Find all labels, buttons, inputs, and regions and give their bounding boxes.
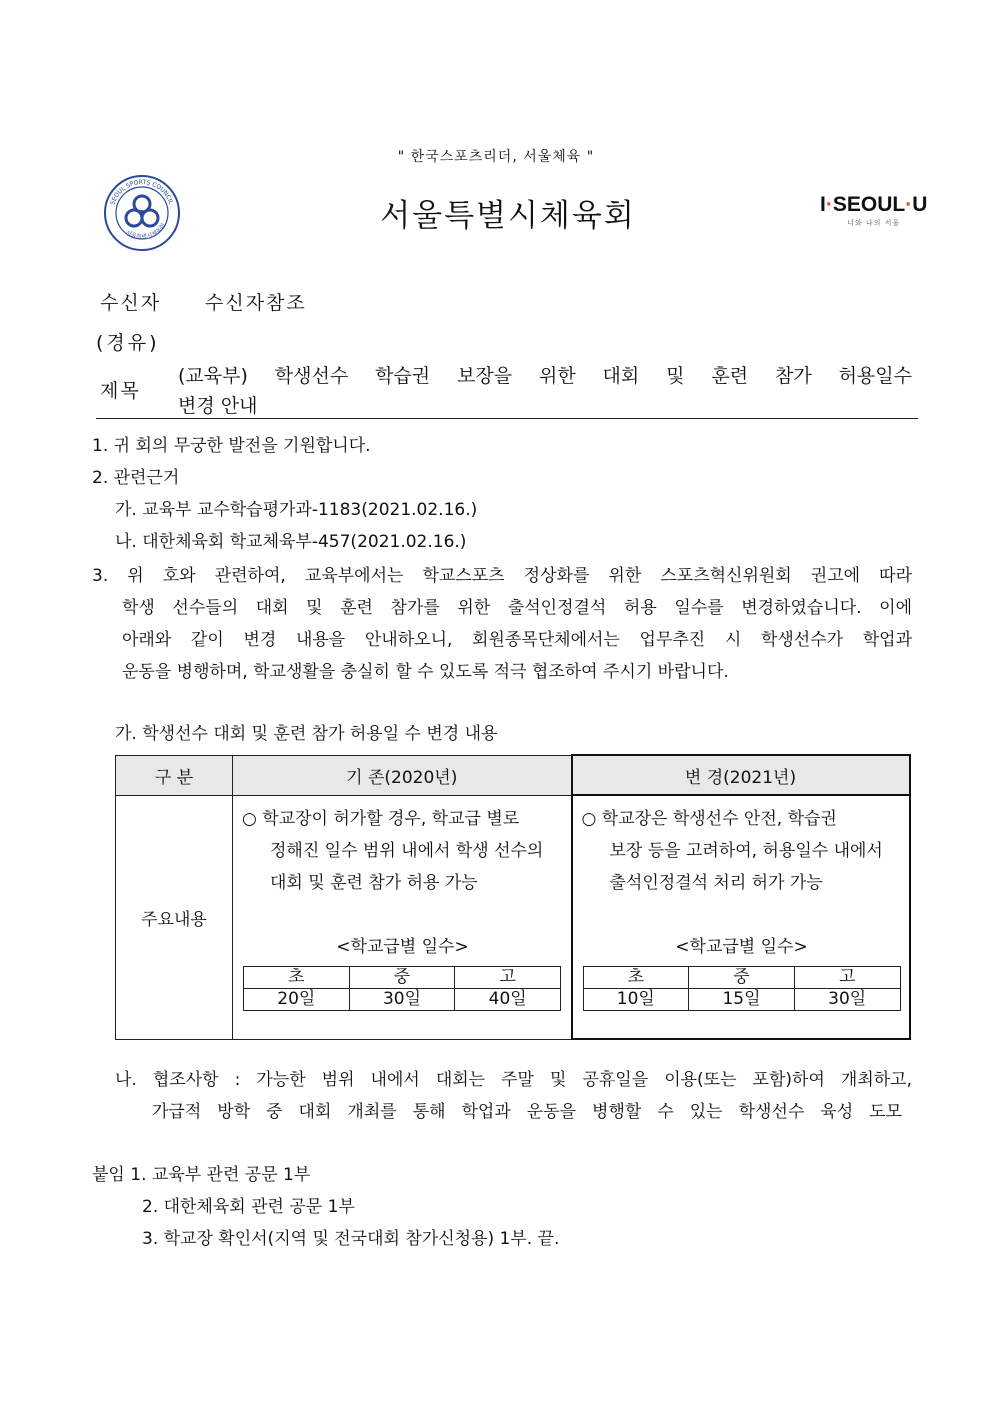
paragraph-2: 2. 관련근거	[92, 468, 180, 488]
reference-ga: 가. 교육부 교수학습평가과-1183(2021.02.16.)	[115, 500, 478, 520]
before-days-table	[243, 966, 561, 1011]
after-level-high: 고	[794, 967, 900, 989]
before-level-elementary: 초	[244, 966, 350, 988]
before-level-high: 고	[455, 966, 561, 988]
before-text-2: 정해진 일수 범위 내에서 학생 선수의	[270, 840, 544, 861]
recipient-label: 수신자	[100, 292, 162, 314]
before-level-middle: 중	[349, 966, 455, 988]
section-ga-title: 가. 학생선수 대회 및 훈련 참가 허용일 수 변경 내용	[115, 724, 498, 744]
after-days-elementary: 10일	[583, 989, 689, 1011]
svg-text:SEOUL SPORTS COUNCIL: SEOUL SPORTS COUNCIL	[109, 178, 175, 206]
header-category: 구 분	[116, 755, 233, 795]
after-days-high: 30일	[794, 989, 900, 1011]
paragraph-3-line-4: 운동을 병행하며, 학교생활을 충실히 할 수 있도록 적극 협조하여 주시기 바랍니다.	[122, 662, 729, 682]
reference-na: 나. 대한체육회 학교체육부-457(2021.02.16.)	[115, 532, 467, 552]
comparison-table	[115, 754, 911, 1040]
before-days-high: 40일	[455, 988, 561, 1010]
paragraph-3-line-3: 아래와 같이 변경 내용을 안내하오니, 회원종목단체에서는 업무추진 시 학생선수가 학업과	[122, 630, 912, 650]
before-days-middle: 30일	[349, 988, 455, 1010]
subject-label: 제목	[100, 380, 141, 402]
after-subtitle: <학교급별 일수>	[675, 937, 808, 957]
via-label: (경유)	[96, 332, 160, 354]
row-label: 주요내용	[116, 795, 233, 1039]
before-text-1: ○ 학교장이 허가할 경우, 학교급 별로	[242, 808, 520, 829]
paragraph-3-line-2: 학생 선수들의 대회 및 훈련 참가를 위한 출석인정결석 허용 일수를 변경하였습니다. 이에	[122, 598, 912, 618]
attachment-3: 3. 학교장 확인서(지역 및 전국대회 참가신청용) 1부. 끝.	[142, 1229, 560, 1249]
i-seoul-u-tagline: 너와 나의 서울	[847, 219, 901, 227]
after-days-table	[583, 966, 901, 1011]
svg-text:서울특별시체육회: 서울특별시체육회	[124, 222, 168, 241]
table-header-row	[116, 755, 910, 795]
before-days-elementary: 20일	[244, 988, 350, 1010]
after-days-middle: 15일	[689, 989, 795, 1011]
attachment-2: 2. 대한체육회 관련 공문 1부	[142, 1197, 355, 1217]
before-text-3: 대회 및 훈련 참가 허용 가능	[270, 872, 478, 893]
after-level-elementary: 초	[583, 967, 689, 989]
before-subtitle: <학교급별 일수>	[336, 936, 469, 957]
after-level-middle: 중	[689, 967, 795, 989]
header-after: 변 경(2021년)	[572, 755, 910, 795]
i-seoul-u-logo: I·SEOUL·U 너와 나의 서울	[820, 193, 928, 227]
subject-line-1: (교육부) 학생선수 학습권 보장을 위한 대회 및 훈련 참가 허용일수	[178, 365, 912, 387]
recipient-value: 수신자참조	[205, 292, 307, 314]
header-before: 기 존(2020년)	[233, 755, 572, 795]
after-text-2: 보장 등을 고려하여, 허용일수 내에서	[609, 841, 883, 861]
after-text-3: 출석인정결석 처리 허가 가능	[609, 873, 823, 893]
table-row	[116, 795, 910, 1039]
before-cell	[233, 795, 572, 1039]
attachment-1: 붙임 1. 교육부 관련 공문 1부	[92, 1165, 311, 1185]
paragraph-3-line-1: 3. 위 호와 관련하여, 교육부에서는 학교스포츠 정상화를 위한 스포츠혁신위원회 권고에 따라	[92, 566, 912, 586]
slogan: " 한국스포츠리더, 서울체육 "	[397, 149, 595, 165]
subject-line-2: 변경 안내	[178, 395, 258, 417]
header-divider	[96, 418, 918, 419]
section-na-line-2: 가급적 방학 중 대회 개최를 통해 학업과 운동을 병행할 수 있는 학생선수 육성 도모	[152, 1102, 902, 1122]
section-na-line-1: 나. 협조사항 : 가능한 범위 내에서 대회는 주말 및 공휴일을 이용(또는 포함)하여 개최하고,	[115, 1070, 912, 1090]
after-cell	[572, 795, 910, 1039]
organization-name: 서울특별시체육회	[380, 198, 636, 234]
paragraph-1: 1. 귀 회의 무궁한 발전을 기원합니다.	[92, 436, 371, 456]
after-text-1: ○ 학교장은 학생선수 안전, 학습권	[581, 809, 837, 829]
